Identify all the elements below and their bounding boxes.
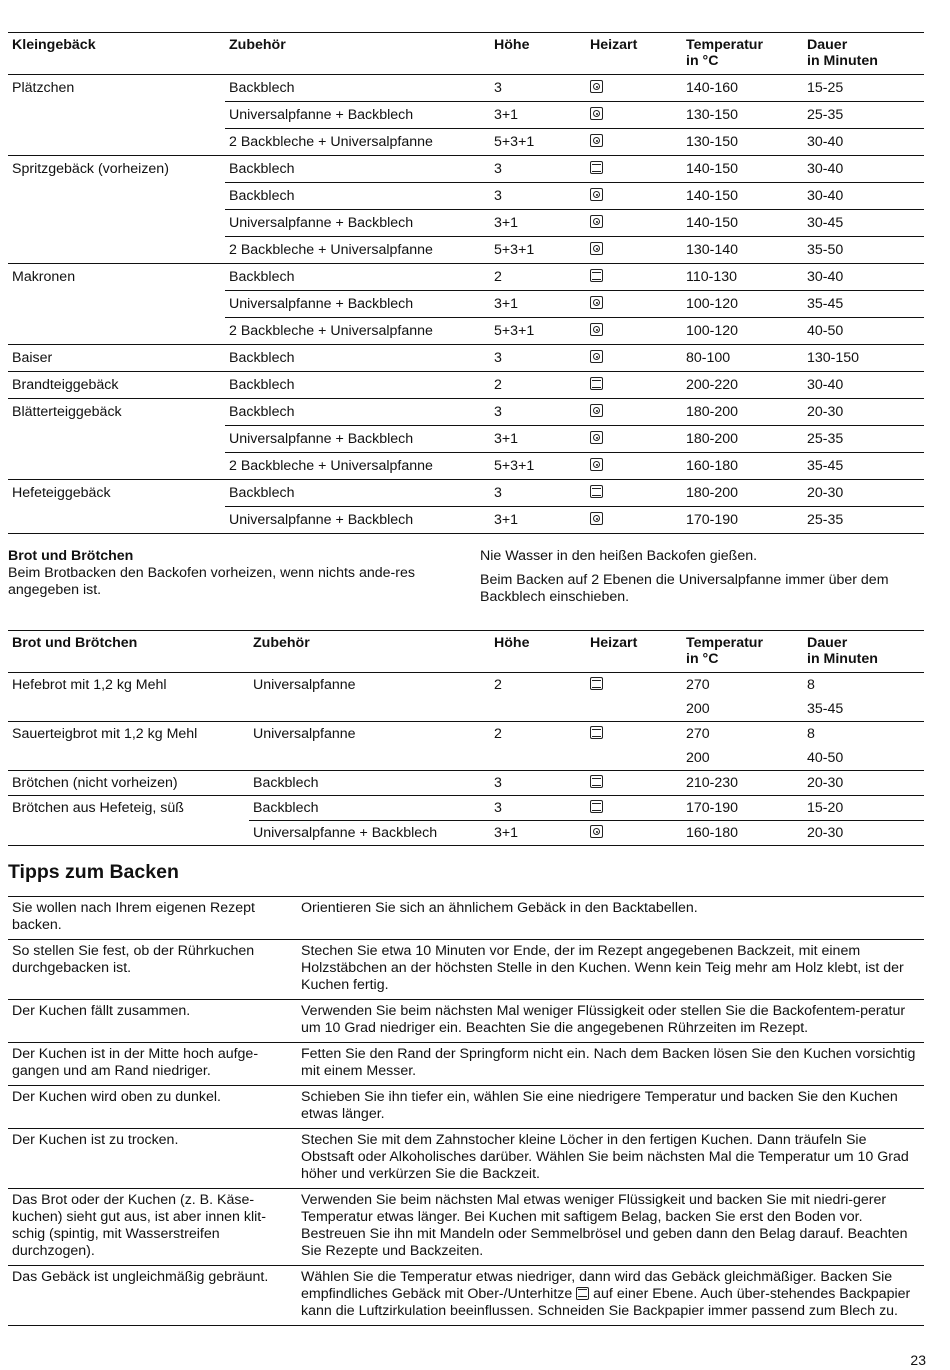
table-cell: 170-190 [682, 507, 803, 534]
table-cell: 210-230 [682, 771, 803, 796]
table-cell: Universalpfanne [253, 677, 356, 693]
table-cell: Backblech [249, 771, 490, 796]
fan-icon [590, 825, 603, 838]
bread-intro [8, 548, 924, 630]
table-cell: Backblech [225, 345, 490, 372]
table-cell: 8 [807, 677, 815, 693]
table-row [8, 264, 924, 291]
table-cell: 40-50 [803, 318, 924, 345]
tip-solution: Verwenden Sie beim nächsten Mal etwas weniger Flüssigkeit und backen Sie mit niedri-gerer Temperatur etwas länger. Bei Kuchen mit saftigem Belag, backen Sie erst den Boden vor. Bestreuen Sie ihn mit Mandeln oder Semmelbrösel und geben dann den Belag darauf. Beachten Sie Rezepte und Backzeiten. [297, 1189, 924, 1266]
header-text: Heizart [590, 635, 638, 651]
header-text: Temperatur [686, 635, 763, 651]
two-levels-note: Beim Backen auf 2 Ebenen die Universalpfanne immer über dem Backblech einschieben. [480, 572, 889, 605]
pastry-name: Plätzchen [12, 80, 75, 96]
heat-mode-cell [586, 291, 682, 318]
pastry-name: Makronen [8, 264, 225, 291]
heat-mode-cell [586, 318, 682, 345]
table-cell: 3 [490, 183, 586, 210]
fan-icon [590, 458, 603, 471]
bread-intro-text: Beim Brotbacken den Backofen vorheizen, wenn nichts ande-res angegeben ist. [8, 565, 415, 598]
top-bottom-heat-icon [590, 726, 603, 739]
table-cell: 3+1 [490, 291, 586, 318]
header-text: Zubehör [253, 635, 310, 651]
bread-name [8, 821, 249, 846]
table-cell: 8 [803, 722, 924, 747]
tip-problem: Sie wollen nach Ihrem eigenen Rezept backen. [8, 897, 297, 940]
table-cell: 200 [686, 750, 710, 766]
table-row [8, 156, 924, 183]
table-cell: 5+3+1 [490, 129, 586, 156]
table-cell: 170-190 [682, 796, 803, 821]
table-cell: Backblech [225, 372, 490, 399]
table-cell: 3+1 [490, 507, 586, 534]
tip-solution: Stechen Sie mit dem Zahnstocher kleine Löcher in den fertigen Kuchen. Dann träufeln Sie Obstsaft oder Alkoholisches darüber. Wählen Sie beim nächsten Mal die Temperatur um 10 Grad höher und verkürzen Sie die Backzeit. [297, 1129, 924, 1189]
fan-icon [590, 512, 603, 525]
table-header-row [8, 631, 924, 673]
table-cell: 100-120 [682, 291, 803, 318]
table-cell: 130-150 [682, 102, 803, 129]
table-cell: 200 [686, 701, 710, 717]
header-text: Temperatur [686, 37, 763, 53]
fan-icon [590, 134, 603, 147]
table-row [8, 291, 924, 318]
pastry-name: Brandteiggebäck [8, 372, 225, 399]
table-row [8, 771, 924, 796]
column-header [803, 631, 924, 673]
heat-mode-cell [586, 507, 682, 534]
top-bottom-heat-icon [590, 485, 603, 498]
table-cell: 3+1 [490, 210, 586, 237]
tip-solution [297, 1266, 924, 1326]
table-cell: 20-30 [803, 771, 924, 796]
page-content [8, 32, 924, 1326]
table-cell: 180-200 [682, 399, 803, 426]
fan-icon [590, 215, 603, 228]
pastry-name: Hefeteiggebäck [8, 480, 225, 507]
header-text: Dauer [807, 37, 848, 53]
table-cell: 30-40 [803, 129, 924, 156]
table-row [8, 746, 924, 771]
tip-problem: Der Kuchen fällt zusammen. [8, 1000, 297, 1043]
table-row [8, 673, 924, 698]
heat-mode-cell [586, 722, 682, 747]
column-header [490, 33, 586, 75]
table-cell: Backblech [225, 399, 490, 426]
header-text: Kleingebäck [12, 37, 96, 53]
tip-problem: Der Kuchen ist in der Mitte hoch aufge-gangen und am Rand niedriger. [8, 1043, 297, 1086]
table-cell: Universalpfanne [249, 722, 490, 747]
empty-cell [490, 697, 586, 722]
tip-solution: Schieben Sie ihn tiefer ein, wählen Sie eine niedrigere Temperatur und backen Sie den Kuchen etwas länger. [297, 1086, 924, 1129]
table-cell: Universalpfanne + Backblech [225, 291, 490, 318]
table-cell: 140-150 [682, 156, 803, 183]
top-bottom-heat-icon [590, 775, 603, 788]
pastry-name: Blätterteiggebäck [8, 399, 225, 426]
table-cell: 30-40 [803, 183, 924, 210]
table-cell: 30-40 [803, 156, 924, 183]
table-cell: 35-50 [803, 237, 924, 264]
table-row [8, 480, 924, 507]
pastry-name [8, 318, 225, 345]
tips-title: Tipps zum Backen [8, 861, 179, 883]
table-cell: 3+1 [490, 102, 586, 129]
table-row [8, 183, 924, 210]
tip-row [8, 897, 924, 940]
table-row [8, 102, 924, 129]
table-cell: Universalpfanne + Backblech [225, 210, 490, 237]
tip-row [8, 940, 924, 1000]
table-cell: 2 Backbleche + Universalpfanne [225, 237, 490, 264]
heat-mode-cell [586, 210, 682, 237]
fan-icon [590, 242, 603, 255]
header-text: Heizart [590, 37, 638, 53]
column-header [682, 631, 803, 673]
table-cell: 140-150 [682, 183, 803, 210]
column-header [225, 33, 490, 75]
table-cell: 3 [490, 480, 586, 507]
fan-icon [590, 323, 603, 336]
table-row [8, 399, 924, 426]
heat-mode-cell [586, 156, 682, 183]
bread-name: Brötchen (nicht vorheizen) [8, 771, 249, 796]
heat-mode-cell [586, 75, 682, 102]
table-row [8, 210, 924, 237]
table-row [8, 796, 924, 821]
heat-mode-cell [586, 183, 682, 210]
table-header-row [8, 33, 924, 75]
table-cell: 20-30 [803, 480, 924, 507]
heat-mode-cell [586, 345, 682, 372]
top-bottom-heat-icon [576, 1287, 589, 1300]
table-cell: 35-45 [803, 453, 924, 480]
pastry-name [8, 507, 225, 534]
table-cell: 3 [490, 156, 586, 183]
heat-mode-cell [586, 102, 682, 129]
table-cell: 5+3+1 [490, 237, 586, 264]
table-row [8, 821, 924, 846]
heat-mode-cell [586, 426, 682, 453]
table-cell: Universalpfanne + Backblech [249, 821, 490, 846]
tip-text: auf einer Ebene. Auch über-stehendes Backpapier kann die Luftzirkulation beeinflussen. Schneiden Sie Backpapier immer passend zum Blech zu. [301, 1286, 911, 1319]
table-cell: Backblech [225, 480, 490, 507]
table-cell: Universalpfanne + Backblech [225, 426, 490, 453]
pastry-name: Baiser [8, 345, 225, 372]
table-row [8, 722, 924, 747]
table-cell: 160-180 [682, 453, 803, 480]
table-cell: 270 [686, 677, 710, 693]
table-cell: 100-120 [682, 318, 803, 345]
fan-icon [590, 404, 603, 417]
pastry-name [8, 426, 225, 453]
header-text: in Minuten [807, 651, 878, 667]
table-cell: Backblech [225, 183, 490, 210]
tip-row [8, 1266, 924, 1326]
table-cell: 15-25 [807, 80, 844, 96]
table-row [8, 426, 924, 453]
heat-mode-cell [586, 453, 682, 480]
empty-cell [249, 746, 490, 771]
table-cell: 140-150 [682, 210, 803, 237]
empty-cell [586, 697, 682, 722]
pastry-name [8, 129, 225, 156]
table-cell: 15-20 [803, 796, 924, 821]
table-cell: 3 [490, 345, 586, 372]
table-cell: 110-130 [682, 264, 803, 291]
top-bottom-heat-icon [590, 677, 603, 690]
table-cell: 160-180 [682, 821, 803, 846]
table-cell: 140-160 [686, 80, 739, 96]
table-cell: 180-200 [682, 480, 803, 507]
table-cell: 5+3+1 [490, 318, 586, 345]
table-cell: 25-35 [803, 102, 924, 129]
table-cell: Backblech [249, 796, 490, 821]
table-cell: 3+1 [490, 821, 586, 846]
table-cell: Backblech [225, 156, 490, 183]
table-row [8, 697, 924, 722]
table-cell: 25-35 [803, 507, 924, 534]
table-cell: 2 [490, 372, 586, 399]
empty-cell [490, 746, 586, 771]
fan-icon [590, 107, 603, 120]
tips-table [8, 896, 924, 1326]
table-cell: 20-30 [803, 821, 924, 846]
table-cell: 2 [494, 677, 502, 693]
tip-problem: Der Kuchen wird oben zu dunkel. [8, 1086, 297, 1129]
tip-problem: So stellen Sie fest, ob der Rührkuchen durchgebacken ist. [8, 940, 297, 1000]
table-row [8, 345, 924, 372]
heat-mode-cell [586, 821, 682, 846]
table-cell: 3 [494, 80, 502, 96]
table-cell: 5+3+1 [490, 453, 586, 480]
empty-cell [8, 746, 249, 771]
table-cell: 200-220 [682, 372, 803, 399]
heat-mode-cell [586, 673, 682, 698]
table-cell: 2 Backbleche + Universalpfanne [225, 318, 490, 345]
tip-solution: Fetten Sie den Rand der Springform nicht ein. Nach dem Backen lösen Sie den Kuchen vorsichtig mit einem Messer. [297, 1043, 924, 1086]
column-header [490, 631, 586, 673]
fan-icon [590, 80, 603, 93]
table-cell: 130-140 [682, 237, 803, 264]
table-cell: Universalpfanne + Backblech [225, 507, 490, 534]
table-cell: 2 [490, 264, 586, 291]
column-header [8, 631, 249, 673]
fan-icon [590, 431, 603, 444]
fan-icon [590, 350, 603, 363]
table-cell: 3 [490, 399, 586, 426]
pastry-name [8, 210, 225, 237]
tip-solution: Stechen Sie etwa 10 Minuten vor Ende, der im Rezept angegebenen Backzeit, mit einem Holzstäbchen an der höchsten Stelle in den Kuchen. Wenn kein Teig mehr am Holz klebt, ist der Kuchen fertig. [297, 940, 924, 1000]
table-cell: 20-30 [803, 399, 924, 426]
tip-row [8, 1086, 924, 1129]
bread-heading: Brot und Brötchen [8, 548, 134, 564]
heat-mode-cell [586, 480, 682, 507]
tip-row [8, 1129, 924, 1189]
pastry-name: Spritzgebäck (vorheizen) [8, 156, 225, 183]
tip-problem: Das Gebäck ist ungleichmäßig gebräunt. [8, 1266, 297, 1326]
table-row [8, 453, 924, 480]
header-text: in °C [686, 53, 719, 69]
empty-cell [8, 697, 249, 722]
empty-cell [586, 746, 682, 771]
tip-problem: Das Brot oder der Kuchen (z. B. Käse-kuchen) sieht gut aus, ist aber innen klit-schig (spintig, mit Wasserstreifen durchzogen). [8, 1189, 297, 1266]
heat-mode-cell [586, 372, 682, 399]
table-cell: 3+1 [490, 426, 586, 453]
heat-mode-cell [586, 129, 682, 156]
table-cell: 25-35 [803, 426, 924, 453]
table-cell: Backblech [229, 80, 295, 96]
water-note: Nie Wasser in den heißen Backofen gießen. [480, 548, 758, 564]
empty-cell [249, 697, 490, 722]
table-cell: 270 [682, 722, 803, 747]
tip-text: Wählen Sie die Temperatur etwas niedriger, dann wird das Gebäck gleichmäßiger. Backen Sie empfindliches Gebäck mit Ober-/Unterhitze [301, 1269, 893, 1302]
column-header [8, 33, 225, 75]
heat-mode-cell [586, 796, 682, 821]
table-cell: 35-45 [807, 701, 844, 717]
top-bottom-heat-icon [590, 377, 603, 390]
column-header [682, 33, 803, 75]
table-row [8, 318, 924, 345]
table-cell: 2 [490, 722, 586, 747]
heat-mode-cell [586, 771, 682, 796]
table-cell: Backblech [225, 264, 490, 291]
fan-icon [590, 188, 603, 201]
tip-solution: Orientieren Sie sich an ähnlichem Gebäck in den Backtabellen. [297, 897, 924, 940]
table-cell: 40-50 [807, 750, 844, 766]
tip-solution: Verwenden Sie beim nächsten Mal weniger Flüssigkeit oder stellen Sie die Backofentem-peratur um 10 Grad niedriger ein. Beachten Sie die angegebenen Rührzeiten im Rezept. [297, 1000, 924, 1043]
bread-name: Brötchen aus Hefeteig, süß [8, 796, 249, 821]
tip-problem: Der Kuchen ist zu trocken. [8, 1129, 297, 1189]
header-text: Höhe [494, 635, 530, 651]
fan-icon [590, 296, 603, 309]
brot-table [8, 630, 924, 846]
header-text: Zubehör [229, 37, 286, 53]
page-number: 23 [910, 1352, 926, 1368]
table-cell: 30-45 [803, 210, 924, 237]
table-cell: 2 Backbleche + Universalpfanne [225, 129, 490, 156]
table-cell: 130-150 [803, 345, 924, 372]
pastry-name [8, 102, 225, 129]
table-cell: 3 [490, 796, 586, 821]
heat-mode-cell [586, 399, 682, 426]
table-cell: 2 Backbleche + Universalpfanne [225, 453, 490, 480]
tip-row [8, 1000, 924, 1043]
table-cell: 30-40 [803, 264, 924, 291]
bread-name: Hefebrot mit 1,2 kg Mehl [12, 677, 167, 693]
table-row [8, 237, 924, 264]
pastry-name [8, 453, 225, 480]
table-cell: 80-100 [682, 345, 803, 372]
header-text: in Minuten [807, 53, 878, 69]
table-cell: Universalpfanne + Backblech [225, 102, 490, 129]
table-row [8, 129, 924, 156]
tip-row [8, 1043, 924, 1086]
table-cell: 30-40 [803, 372, 924, 399]
heat-mode-cell [586, 237, 682, 264]
table-row [8, 372, 924, 399]
table-row [8, 75, 924, 102]
column-header [586, 631, 682, 673]
column-header [586, 33, 682, 75]
header-text: Höhe [494, 37, 530, 53]
table-cell: 3 [490, 771, 586, 796]
heat-mode-cell [586, 264, 682, 291]
header-text: in °C [686, 651, 719, 667]
pastry-name [8, 291, 225, 318]
header-text: Dauer [807, 635, 848, 651]
column-header [249, 631, 490, 673]
kleingebaeck-table [8, 32, 924, 534]
top-bottom-heat-icon [590, 269, 603, 282]
top-bottom-heat-icon [590, 161, 603, 174]
table-row [8, 507, 924, 534]
column-header [803, 33, 924, 75]
pastry-name [8, 237, 225, 264]
table-cell: 180-200 [682, 426, 803, 453]
bread-name: Sauerteigbrot mit 1,2 kg Mehl [8, 722, 249, 747]
pastry-name [8, 183, 225, 210]
table-cell: 130-150 [682, 129, 803, 156]
table-cell: 35-45 [803, 291, 924, 318]
header-text: Brot und Brötchen [12, 635, 138, 651]
top-bottom-heat-icon [590, 800, 603, 813]
tip-row [8, 1189, 924, 1266]
